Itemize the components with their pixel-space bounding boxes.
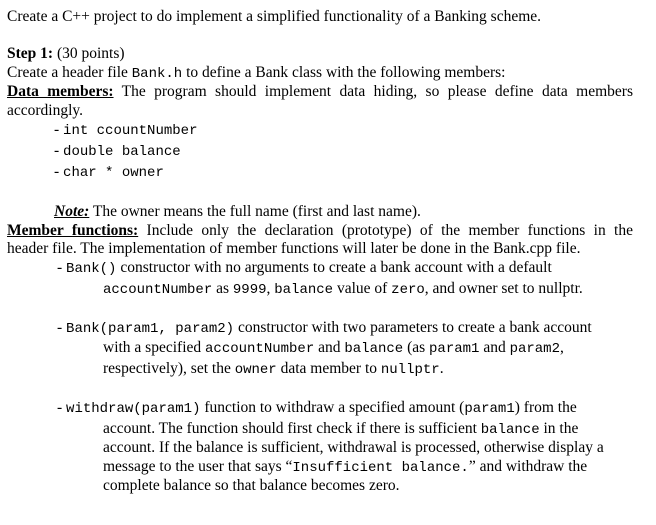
text: The program should implement data hiding, so please define data members: [113, 83, 633, 100]
text: account. The function should first check if there is sufficient: [103, 419, 481, 437]
text: and: [314, 339, 345, 356]
member-functions-label: Member functions:: [7, 221, 139, 239]
text: (as: [403, 339, 430, 356]
ctor-param-code: Bank(param1, param2): [66, 320, 235, 337]
code: param2: [509, 341, 560, 357]
data-member-list: [7, 120, 633, 183]
code: accountNumber: [103, 282, 213, 298]
code: 9999: [232, 282, 267, 298]
withdraw-line1: [7, 399, 633, 419]
document-page: [7, 8, 633, 496]
text: respectively), set the: [103, 359, 235, 377]
dash: -: [57, 399, 67, 416]
text: and: [479, 339, 510, 356]
text: constructor with no arguments to create a bank account with a default: [116, 258, 552, 276]
step1-heading-line: [7, 45, 633, 64]
code: param1: [464, 401, 515, 417]
text: ” and withdraw the: [468, 457, 588, 475]
member-functions-line2: header file. The implementation of member functions will later be done in the Bank.cpp file.: [7, 240, 581, 257]
member-code: double balance: [63, 144, 181, 160]
withdraw-code: withdraw(param1): [66, 401, 201, 417]
code: accountNumber: [205, 341, 315, 357]
code: zero: [391, 282, 425, 298]
text: with a specified: [103, 339, 206, 356]
ctor-default-line2: [7, 280, 633, 300]
data-members-line2: accordingly.: [7, 101, 84, 119]
step1-points: (30 points): [53, 45, 125, 62]
list-item: [54, 162, 633, 183]
text: as: [212, 280, 233, 297]
step1-heading: Step 1:: [7, 45, 54, 62]
spacer: [7, 183, 633, 203]
spacer: [7, 379, 633, 399]
member-code: int ccountNumber: [63, 123, 198, 139]
list-item: [54, 141, 633, 162]
code: Insufficient balance.: [292, 459, 469, 476]
ctor-param-line1: [7, 319, 633, 339]
note-line: [7, 203, 633, 222]
dash: -: [57, 258, 67, 276]
text: in the: [539, 419, 579, 437]
dash: -: [54, 142, 64, 159]
ctor-default-code: Bank(): [66, 260, 117, 277]
code: balance: [480, 421, 540, 438]
text: constructor with two parameters to create a bank account: [234, 318, 592, 336]
dash: -: [57, 318, 67, 336]
ctor-param-line3: [7, 360, 633, 380]
list-item: [54, 120, 633, 141]
text: .: [439, 359, 444, 377]
text: ,: [266, 280, 275, 297]
text: ) from the: [514, 399, 577, 416]
text: Create a header file: [7, 63, 132, 81]
code: owner: [234, 361, 277, 378]
note-label: Note:: [54, 203, 90, 220]
step1-file-line: [7, 64, 633, 84]
text: value of: [333, 280, 392, 297]
text: to define a Bank class with the following members:: [182, 63, 506, 81]
intro-line: Create a C++ project to do implement a simplified functionality of a Banking scheme.: [7, 8, 542, 25]
ctor-default-line1: [7, 259, 633, 279]
text: Include only the declaration (prototype) of the member functions in the: [138, 221, 633, 239]
text: , and owner set to nullptr.: [424, 280, 583, 297]
text: message to the user that says “: [103, 457, 293, 475]
code: nullptr: [380, 361, 440, 378]
withdraw-line2: [7, 420, 633, 440]
file-name: Bank.h: [131, 65, 183, 82]
dash: -: [54, 163, 64, 180]
member-functions-line: [7, 222, 633, 241]
dash: -: [54, 121, 64, 138]
text: The owner means the full name (first and last name).: [89, 203, 421, 220]
ctor-param-line2: [7, 339, 633, 359]
text: ,: [560, 339, 564, 356]
data-members-label: Data members:: [7, 83, 114, 100]
text: data member to: [276, 359, 381, 377]
withdraw-line3: account. If the balance is sufficient, withdrawal is processed, otherwise display a: [103, 439, 604, 456]
code: balance: [344, 341, 404, 357]
code: balance: [274, 282, 334, 298]
data-members-line: [7, 83, 633, 102]
code: param1: [429, 341, 480, 357]
member-code: char * owner: [63, 165, 164, 181]
withdraw-line4: [7, 458, 633, 478]
spacer: [7, 300, 633, 319]
withdraw-line5: complete balance so that balance becomes zero.: [103, 477, 400, 494]
spacer: [7, 27, 633, 46]
text: function to withdraw a specified amount (: [200, 399, 465, 416]
